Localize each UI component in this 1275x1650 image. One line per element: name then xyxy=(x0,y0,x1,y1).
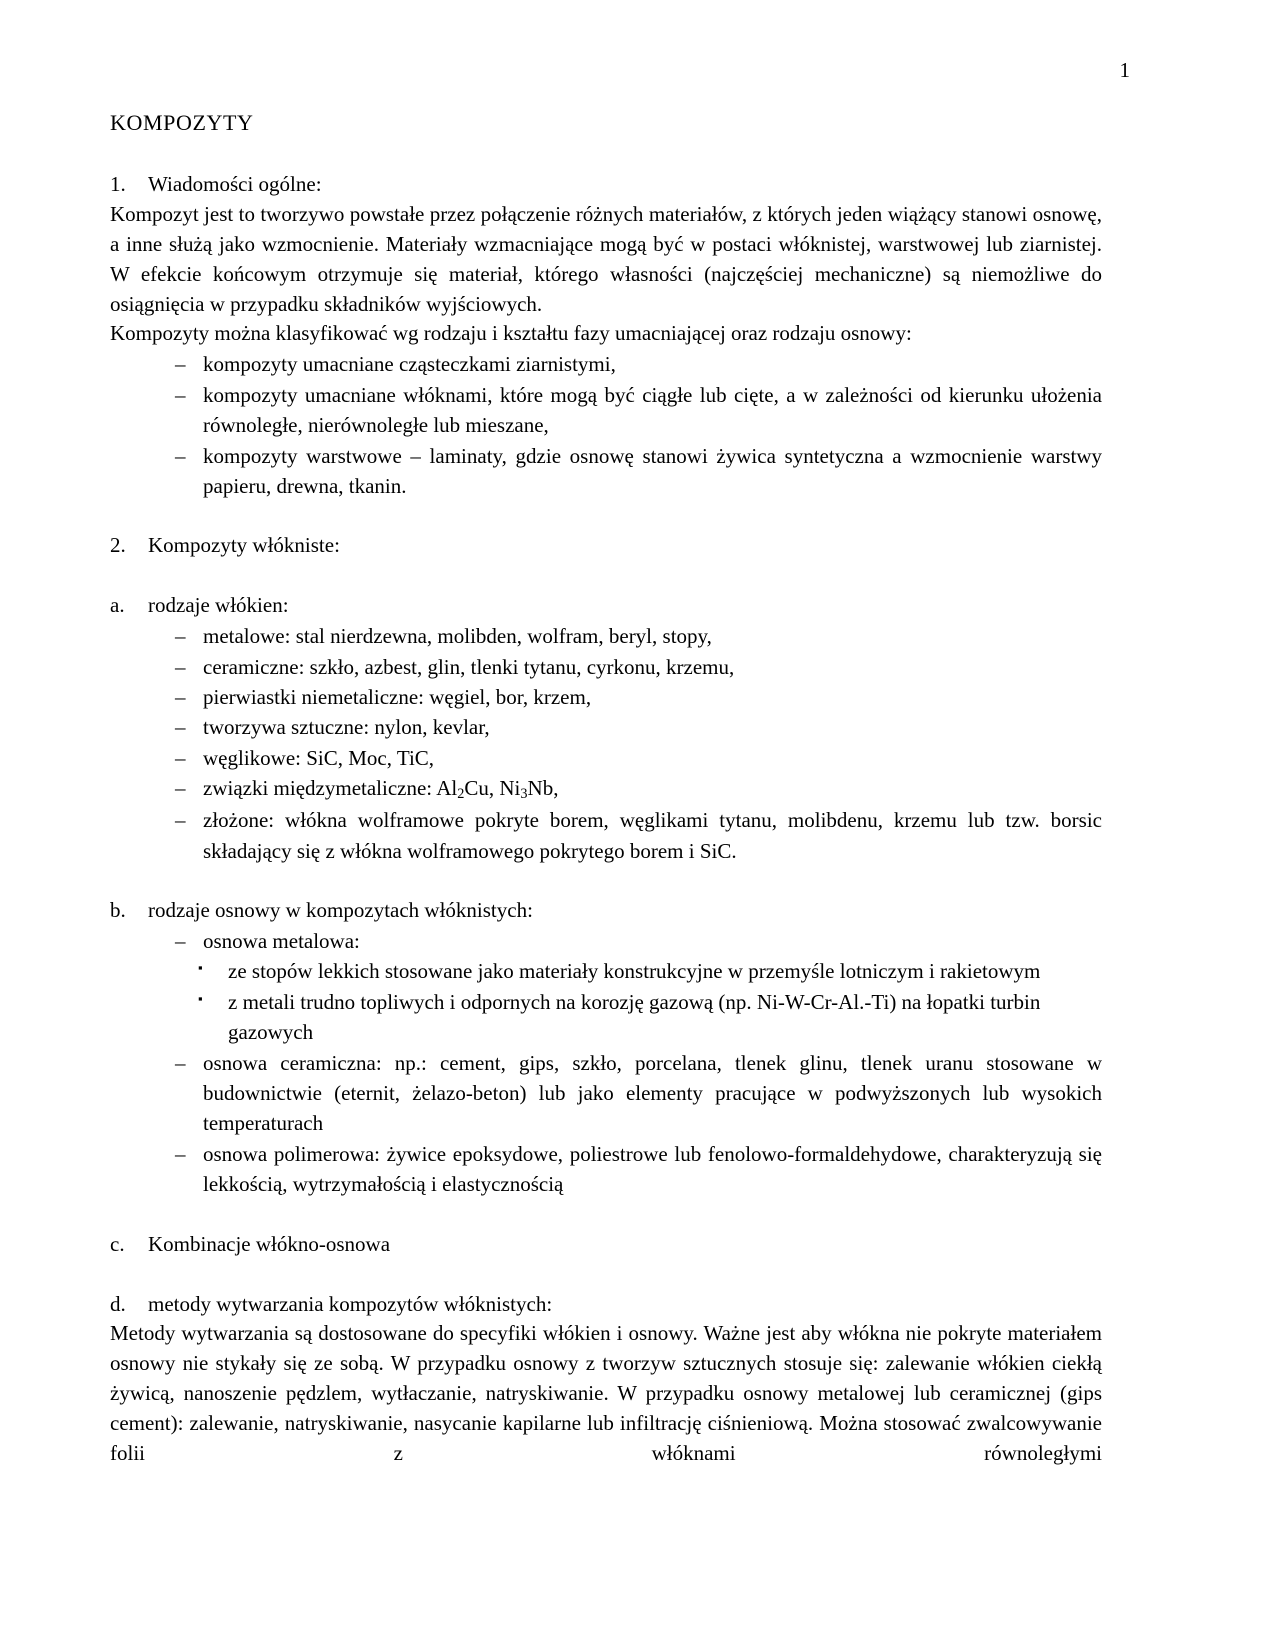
subscript-2: 2 xyxy=(457,786,465,803)
section-d-heading xyxy=(110,1290,1102,1320)
section-2-heading xyxy=(110,531,1102,561)
list-item xyxy=(110,773,1102,805)
list-item xyxy=(110,712,1102,742)
section-b-bullet-list xyxy=(110,926,1102,1200)
section-b-heading xyxy=(110,896,1102,926)
dash-bullet-icon: – xyxy=(175,808,186,833)
list-item-text: kompozyty umacniane włóknami, które mogą być ciągłe lub cięte, a w zależności od kierunku ułożenia równoległe, nierównoległe lub mieszane, xyxy=(203,382,1102,438)
list-item-text: węglikowe: SiC, Moc, TiC, xyxy=(203,745,435,770)
dash-bullet-icon: – xyxy=(175,684,186,709)
sub-list-item xyxy=(110,987,1102,1048)
sub-list-item-text: z metali trudno topliwych i odpornych na korozję gazową (np. Ni-W-Cr-Al.-Ti) na łopatki turbin gazowych xyxy=(228,989,1041,1045)
list-item-text: metalowe: stal nierdzewna, molibden, wolfram, beryl, stopy, xyxy=(203,624,712,649)
page-number: 1 xyxy=(1119,58,1130,82)
list-item-text: ceramiczne: szkło, azbest, glin, tlenki tytanu, cyrkonu, krzemu, xyxy=(203,654,735,679)
dash-bullet-icon: – xyxy=(175,1050,186,1075)
list-item xyxy=(110,926,1102,956)
list-item-text: kompozyty warstwowe – laminaty, gdzie osnowę stanowi żywica syntetyczna a wzmocnienie warstwy papieru, drewna, tkanin. xyxy=(203,443,1102,499)
list-item-text: złożone: włókna wolframowe pokryte borem, węglikami tytanu, molibdenu, krzemu lub tzw. borsic składający się z włókna wolframowego pokrytego borem i SiC. xyxy=(203,808,1102,863)
list-item xyxy=(110,743,1102,773)
list-item xyxy=(110,621,1102,651)
dash-bullet-icon: – xyxy=(175,928,186,953)
document-title: KOMPOZYTY xyxy=(110,110,254,135)
list-item xyxy=(110,652,1102,682)
list-item xyxy=(110,1139,1102,1200)
section-1-heading xyxy=(110,170,1102,200)
dash-bullet-icon: – xyxy=(175,352,186,377)
list-item-text: pierwiastki niemetaliczne: węgiel, bor, krzem, xyxy=(203,684,592,709)
square-bullet-icon: ▪ xyxy=(198,960,203,976)
section-1-bullet-list xyxy=(110,349,1102,501)
section-2-label: Kompozyty włókniste: xyxy=(148,533,340,558)
list-item xyxy=(110,380,1102,441)
section-d-paragraph: Metody wytwarzania są dostosowane do specyfiki włókien i osnowy. Ważne jest aby włókna nie pokryte materiałem osnowy nie stykały się ze sobą. W przypadku osnowy z tworzyw sztucznych stosuje się: zalewanie włókien ciekłą żywicą, nanoszenie pędzlem, wytłaczanie, natryskiwanie. W przypadku osnowy metalowej lub ceramicznej (gips cement): zalewanie, natryskiwanie, nasycanie kapilarne lub infiltrację ciśnieniową. Można stosować zwalcowywanie folii z włóknami równoległymi xyxy=(110,1321,1102,1465)
section-1-leadin: Kompozyty można klasyfikować wg rodzaju i kształtu fazy umacniającej oraz rodzaju osnowy: xyxy=(110,321,912,346)
dash-bullet-icon: – xyxy=(175,654,186,679)
dash-bullet-icon: – xyxy=(175,443,186,468)
section-b-label: rodzaje osnowy w kompozytach włóknistych: xyxy=(148,897,533,922)
sub-list-item xyxy=(110,956,1102,986)
list-item xyxy=(110,349,1102,379)
section-1-marker: 1. xyxy=(110,172,126,197)
list-item xyxy=(110,682,1102,712)
dash-bullet-icon: – xyxy=(175,382,186,407)
list-item xyxy=(110,441,1102,502)
list-item-text: tworzywa sztuczne: nylon, kevlar, xyxy=(203,715,490,740)
section-d-label: metody wytwarzania kompozytów włóknistych: xyxy=(148,1291,553,1316)
dash-bullet-icon: – xyxy=(175,776,186,801)
section-2-marker: 2. xyxy=(110,533,126,558)
section-a-bullet-list xyxy=(110,621,1102,866)
section-c-marker: c. xyxy=(110,1231,125,1256)
section-1-label: Wiadomości ogólne: xyxy=(148,172,322,197)
section-b-marker: b. xyxy=(110,897,126,922)
list-item-text: osnowa ceramiczna: np.: cement, gips, szkło, porcelana, tlenek glinu, tlenek uranu stosowane w budownictwie (eternit, żelazo-beton) lub jako elementy pracujące w podwyższonych lub wysokich temperaturach xyxy=(203,1050,1102,1136)
document-body xyxy=(110,110,1102,1498)
list-item xyxy=(110,805,1102,866)
list-item-text: osnowa polimerowa: żywice epoksydowe, poliestrowe lub fenolowo-formaldehydowe, charakteryzują się lekkością, wytrzymałością i elastycznością xyxy=(203,1141,1102,1197)
sub-list-item-text: ze stopów lekkich stosowane jako materiały konstrukcyjne w przemyśle lotniczym i rakietowym xyxy=(228,959,1041,984)
list-item-text: związki międzymetaliczne: $Al_2Cu$, $Ni_3Nb$, xyxy=(203,776,559,803)
section-a-marker: a. xyxy=(110,593,125,618)
section-1-paragraph: Kompozyt jest to tworzywo powstałe przez połączenie różnych materiałów, z których jeden wiążący stanowi osnowę, a inne służą jako wzmocnienie. Materiały wzmacniające mogą być w postaci włóknistej, warstwowej lub ziarnistej. W efekcie końcowym otrzymuje się materiał, którego własności (najczęściej mechaniczne) są niemożliwe do osiągnięcia w przypadku składników wyjściowych. xyxy=(110,202,1102,316)
list-item xyxy=(110,1048,1102,1139)
section-c-heading xyxy=(110,1230,1102,1260)
dash-bullet-icon: – xyxy=(175,745,186,770)
list-item-text: kompozyty umacniane cząsteczkami ziarnistymi, xyxy=(203,352,616,377)
section-a-heading xyxy=(110,591,1102,621)
section-c-label: Kombinacje włókno-osnowa xyxy=(148,1231,391,1256)
list-item-text: osnowa metalowa: xyxy=(203,928,360,953)
square-bullet-icon: ▪ xyxy=(198,990,203,1006)
section-d-marker: d. xyxy=(110,1291,126,1316)
dash-bullet-icon: – xyxy=(175,624,186,649)
section-a-label: rodzaje włókien: xyxy=(148,593,289,618)
subscript-3: 3 xyxy=(520,786,528,803)
dash-bullet-icon: – xyxy=(175,715,186,740)
dash-bullet-icon: – xyxy=(175,1141,186,1166)
